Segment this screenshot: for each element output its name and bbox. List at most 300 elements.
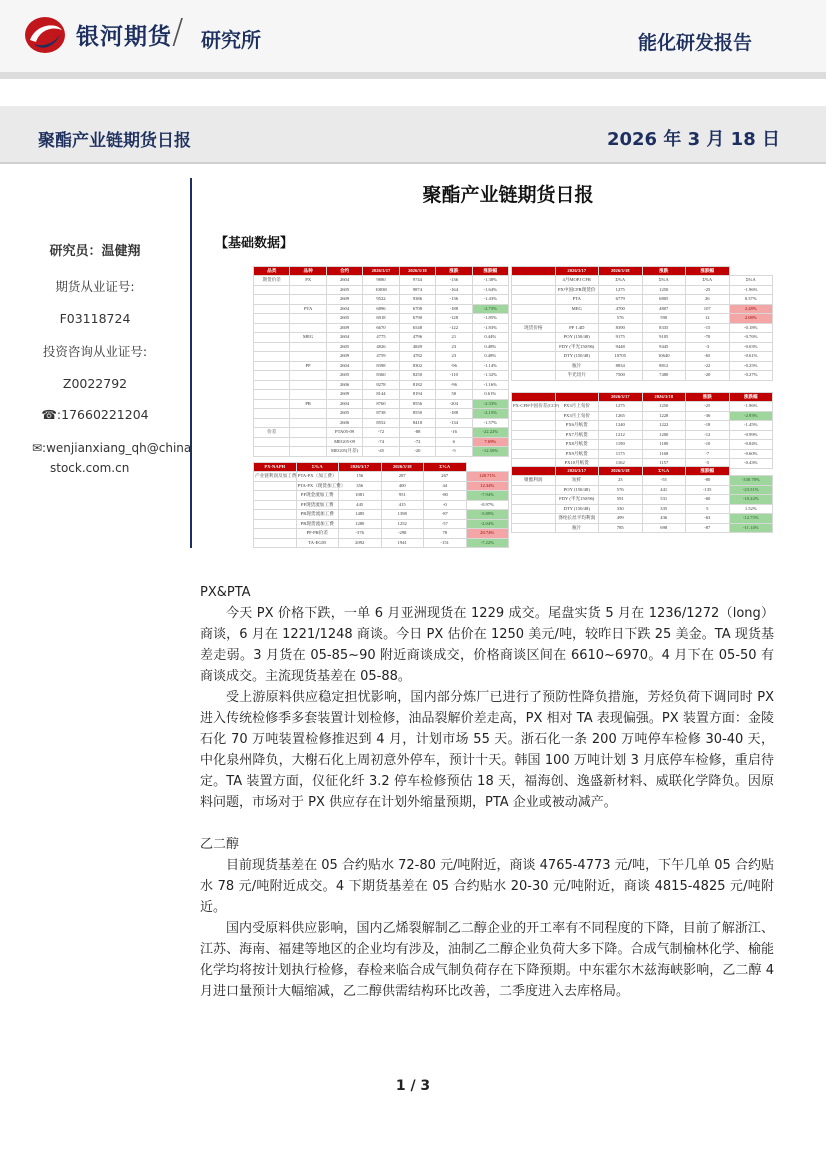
table-cell: 8812 bbox=[642, 361, 686, 371]
table-cell: -36 bbox=[686, 411, 730, 421]
top-header bbox=[0, 0, 826, 78]
table-cell: 1398 bbox=[381, 510, 424, 520]
table-cell: -110 bbox=[436, 371, 472, 381]
analyst-sidebar bbox=[0, 240, 192, 475]
table-cell bbox=[254, 529, 297, 539]
table-cell bbox=[290, 437, 326, 447]
analyst-phone: ☎:17660221204 bbox=[41, 407, 149, 422]
table-row bbox=[512, 421, 773, 431]
table-cell: 1265 bbox=[599, 411, 643, 421]
table-cell: -2.73% bbox=[472, 304, 508, 314]
table-cell: -298 bbox=[381, 529, 424, 539]
table-cell: 1941 bbox=[381, 538, 424, 548]
table-cell: 576 bbox=[599, 314, 643, 324]
table-cell: 21 bbox=[436, 333, 472, 343]
table-row bbox=[512, 314, 773, 324]
table-cell: 10640 bbox=[642, 352, 686, 362]
table-cell: 1081 bbox=[339, 491, 382, 501]
table-cell: -96 bbox=[436, 361, 472, 371]
table-header-cell: 2026/3/17 bbox=[599, 393, 643, 402]
table-cell: 9880 bbox=[363, 276, 399, 286]
table-cell bbox=[254, 437, 290, 447]
table-header-cell: Σ%A bbox=[424, 463, 467, 472]
table-cell bbox=[254, 371, 290, 381]
table-cell: POY (150/48) bbox=[555, 485, 599, 495]
table-cell: MEG05(月差) bbox=[326, 447, 362, 457]
table-cell: 1.52% bbox=[729, 504, 773, 514]
table-cell: -151 bbox=[424, 538, 467, 548]
table-cell bbox=[512, 285, 556, 295]
table-cell: -45 bbox=[363, 447, 399, 457]
table-cell: TA-EG05 bbox=[296, 538, 339, 548]
table-cell: 576 bbox=[599, 485, 643, 495]
px-paragraph-1: 今天 PX 价格下跌，一单 6 月亚洲现货在 1229 成交。尾盘实货 5 月在 1236/1272（long）商谈，6 月在 1221/1248 商谈。今日 PX 估价在 1250 美元/吨，较昨日下跌 25 美金。TA 现货基差走弱。3 月货在 05-85~90 附近商谈成交，价格商谈区间在 6610~6970。4 月下在 05-50 有商谈成交。主流现货基差在 05-88。 bbox=[200, 606, 774, 684]
table-cell: -60 bbox=[686, 495, 730, 505]
table-row bbox=[512, 476, 773, 486]
header-divider: / bbox=[172, 12, 184, 52]
table-cell: -22.22% bbox=[472, 428, 508, 438]
table-cell: PX7月纸货 bbox=[555, 430, 599, 440]
table-cell: 2605 bbox=[326, 409, 362, 419]
table-cell: PF现货流加工费 bbox=[296, 500, 339, 510]
table-cell: 1157 bbox=[642, 459, 686, 469]
table-header-row bbox=[512, 393, 773, 402]
table-row bbox=[254, 314, 509, 324]
table-cell: PX中国CFR现货价 bbox=[555, 285, 599, 295]
table-row bbox=[254, 472, 509, 482]
table-cell bbox=[254, 342, 290, 352]
table-cell: FDY (半光150/96) bbox=[555, 342, 599, 352]
table-cell: -136 bbox=[436, 276, 472, 286]
table-cell bbox=[290, 314, 326, 324]
table-cell: 0.61% bbox=[472, 390, 508, 400]
table-cell: -5.89% bbox=[466, 510, 509, 520]
table-cell: 8390 bbox=[599, 323, 643, 333]
table-row bbox=[254, 352, 509, 362]
table-cell: 7480 bbox=[642, 371, 686, 381]
table-cell bbox=[512, 430, 556, 440]
table-cell bbox=[512, 440, 556, 450]
table-cell: 2605 bbox=[326, 342, 362, 352]
table-cell: -16 bbox=[436, 428, 472, 438]
table-cell: 1485 bbox=[339, 510, 382, 520]
table-cell: -338.78% bbox=[729, 476, 773, 486]
table-cell: 4826 bbox=[363, 342, 399, 352]
polyester-profit-table bbox=[511, 466, 773, 533]
meg-paragraph-1: 目前现货基差在 05 合约贴水 72-80 元/吨附近，商谈 4765-4773 元/吨，下午几单 05 合约贴水 78 元/吨附近成交。4 下期货基差在 05 合约贴水 20-30 元/吨附近，商谈 4815-4825 元/吨附近。 bbox=[200, 858, 774, 915]
table-cell: 1275 bbox=[599, 285, 643, 295]
table-row bbox=[254, 276, 509, 286]
table-cell: 2604 bbox=[326, 361, 362, 371]
table-cell: 8760 bbox=[363, 399, 399, 409]
table-cell: 半光切片 bbox=[555, 371, 599, 381]
table-cell: -0.61% bbox=[729, 352, 773, 362]
table-cell: -1.96% bbox=[729, 285, 773, 295]
table-cell: 8144 bbox=[363, 390, 399, 400]
table-cell: 1200 bbox=[642, 430, 686, 440]
px-pta-heading: PX&PTA bbox=[200, 585, 251, 600]
table-cell: -87 bbox=[686, 523, 730, 533]
table-cell: -70 bbox=[686, 333, 730, 343]
table-cell: 7.69% bbox=[472, 437, 508, 447]
table-cell: 9105 bbox=[642, 333, 686, 343]
table-cell bbox=[290, 390, 326, 400]
table-cell: -0.76% bbox=[729, 333, 773, 343]
table-cell: 267 bbox=[424, 472, 467, 482]
px-paragraph-2: 受上游原料供应稳定担忧影响，国内部分炼厂已进行了预防性降负措施，芳烃负荷下调同时 PX 进入传统检修季多套装置计划检修，油品裂解价差走高，PX 相对 TA 表现偏强。PX 装置方面：金陵石化 70 万吨装置检修推迟到 4 月，计划市场 55 天。浙石化一条 200 万吨停车检修 30-40 天，中化泉州降负，大榭石化上周初意外停车，预计十天。韩国 100 万吨计划 3 月底停车检修，重启待定。TA 装置方面，仪征化纤 3.2 停车检修预估 18 天，福海创、逸盛新材料、威联化学降负。因原料问题，市场对于 PX 供应存在计划外缩量预期，PTA 企业或被动减产。 bbox=[200, 690, 774, 810]
table-cell: 2606 bbox=[326, 380, 362, 390]
table-cell: -0.25% bbox=[729, 361, 773, 371]
basic-data-tables bbox=[253, 266, 773, 546]
table-cell: 156 bbox=[339, 472, 382, 482]
table-cell: 1175 bbox=[599, 449, 643, 459]
table-cell: -188 bbox=[436, 409, 472, 419]
table-cell: PTA-PX（加工费） bbox=[296, 472, 339, 482]
table-header-cell: 2026/3/18 bbox=[642, 393, 686, 402]
table-cell: -1.57% bbox=[472, 418, 508, 428]
table-cell: 1240 bbox=[599, 421, 643, 431]
table-cell: 2609 bbox=[326, 323, 362, 333]
table-row bbox=[254, 380, 509, 390]
table-cell: 4759 bbox=[363, 352, 399, 362]
table-cell: 785 bbox=[599, 523, 643, 533]
table-cell: 短纤 bbox=[555, 476, 599, 486]
table-cell: PF-PR价差 bbox=[296, 529, 339, 539]
table-cell bbox=[290, 418, 326, 428]
table-cell: 9522 bbox=[363, 295, 399, 305]
table-cell: -12 bbox=[686, 430, 730, 440]
table-cell: 期货价差 bbox=[254, 276, 290, 286]
sidebar-divider bbox=[190, 178, 192, 548]
table-row bbox=[254, 304, 509, 314]
email-line-2: stock.com.cn bbox=[50, 461, 130, 475]
table-cell: -57 bbox=[424, 519, 467, 529]
table-cell: -0.99% bbox=[729, 430, 773, 440]
table-cell: -1.85% bbox=[472, 314, 508, 324]
table-cell: 4700 bbox=[599, 304, 643, 314]
table-cell: 23 bbox=[599, 476, 643, 486]
table-cell: MEG05-09 bbox=[326, 437, 362, 447]
table-row bbox=[512, 449, 773, 459]
table-cell: -3 bbox=[686, 342, 730, 352]
table-row bbox=[254, 437, 509, 447]
table-cell: 4849 bbox=[399, 342, 435, 352]
table-row bbox=[254, 500, 509, 510]
table-cell: 9175 bbox=[599, 333, 643, 343]
table-row bbox=[512, 342, 773, 352]
table-cell: 499 bbox=[599, 514, 643, 524]
table-cell: -2.33% bbox=[472, 399, 508, 409]
table-cell: PX6月纸货 bbox=[555, 421, 599, 431]
table-row bbox=[512, 430, 773, 440]
table-row bbox=[254, 371, 509, 381]
table-cell bbox=[290, 447, 326, 457]
table-cell: 0.48% bbox=[472, 342, 508, 352]
table-cell bbox=[512, 421, 556, 431]
table-cell bbox=[290, 285, 326, 295]
table-cell: -5 bbox=[686, 459, 730, 469]
table-cell: 1162 bbox=[599, 459, 643, 469]
table-cell: -0.60% bbox=[729, 449, 773, 459]
table-cell: -1.14% bbox=[472, 361, 508, 371]
table-cell bbox=[254, 323, 290, 333]
table-row bbox=[512, 523, 773, 533]
table-cell: -80 bbox=[424, 491, 467, 501]
table-cell bbox=[512, 333, 556, 343]
table-cell: 9448 bbox=[599, 342, 643, 352]
table-row bbox=[512, 323, 773, 333]
table-header-cell: 涨跌 bbox=[436, 267, 472, 276]
table-cell: 2609 bbox=[326, 352, 362, 362]
table-header-cell: 2026/3/18 bbox=[599, 267, 643, 276]
table-cell: 445 bbox=[339, 500, 382, 510]
table-cell: PF bbox=[290, 361, 326, 371]
section-gap bbox=[200, 813, 774, 834]
report-type: 能化研发报告 bbox=[637, 32, 752, 54]
table-cell: 8182 bbox=[399, 380, 435, 390]
table-cell bbox=[254, 314, 290, 324]
table-header-cell: PX-NAPH bbox=[254, 463, 297, 472]
table-cell: 590 bbox=[642, 314, 686, 324]
table-cell: DTY (150/48) bbox=[555, 352, 599, 362]
table-cell: 4807 bbox=[642, 304, 686, 314]
table-row bbox=[512, 285, 773, 295]
table-header-cell: 2026/3/18 bbox=[399, 267, 435, 276]
galaxy-logo-icon bbox=[22, 14, 68, 56]
table-cell: -63 bbox=[686, 514, 730, 524]
table-cell: -1.83% bbox=[472, 323, 508, 333]
table-cell: -2.93% bbox=[729, 411, 773, 421]
table-cell: -87 bbox=[424, 510, 467, 520]
table-cell: Σ%A bbox=[686, 276, 730, 286]
brand-name: 银河期货 bbox=[76, 24, 172, 50]
table-row bbox=[254, 491, 509, 501]
table-cell: PTA-PX（现货加工费） bbox=[296, 481, 339, 491]
table-cell: DTY (150/48) bbox=[555, 504, 599, 514]
table-cell bbox=[254, 409, 290, 419]
analyst-name: 研究员：温健翔 bbox=[49, 244, 141, 259]
table-cell: -7.22% bbox=[466, 538, 509, 548]
table-cell: -25 bbox=[686, 402, 730, 412]
table-header-cell bbox=[555, 393, 599, 402]
table-header-cell: 合约 bbox=[326, 267, 362, 276]
table-cell: -0.18% bbox=[729, 323, 773, 333]
table-cell: 4782 bbox=[399, 352, 435, 362]
processing-margin-table bbox=[253, 462, 509, 548]
table-cell: 1180 bbox=[642, 440, 686, 450]
table-cell bbox=[254, 390, 290, 400]
table-cell bbox=[512, 371, 556, 381]
table-cell: -20 bbox=[399, 447, 435, 457]
table-header-row bbox=[254, 463, 509, 472]
table-cell: PTA bbox=[555, 295, 599, 305]
table-cell: 23 bbox=[436, 352, 472, 362]
table-cell: 2604 bbox=[326, 276, 362, 286]
table-cell: 2.28% bbox=[729, 304, 773, 314]
table-cell: 1280 bbox=[339, 519, 382, 529]
table-cell: -12.75% bbox=[729, 514, 773, 524]
table-cell bbox=[512, 352, 556, 362]
table-header-cell: 2026/3/17 bbox=[555, 267, 599, 276]
table-cell: -122 bbox=[436, 323, 472, 333]
table-cell: 287 bbox=[381, 472, 424, 482]
table-header-cell: 涨跌幅 bbox=[472, 267, 508, 276]
table-row bbox=[512, 495, 773, 505]
table-cell: 8278 bbox=[363, 380, 399, 390]
table-cell: 价差 bbox=[254, 428, 290, 438]
report-body bbox=[200, 582, 774, 1002]
table-cell: 1228 bbox=[642, 411, 686, 421]
table-cell bbox=[254, 361, 290, 371]
table-cell: 5 bbox=[686, 504, 730, 514]
table-cell: 2605 bbox=[326, 285, 362, 295]
table-cell: 8556 bbox=[399, 399, 435, 409]
table-row bbox=[512, 352, 773, 362]
table-cell: -1.32% bbox=[472, 371, 508, 381]
table-cell: 8418 bbox=[399, 418, 435, 428]
table-header-cell: 品种 bbox=[290, 267, 326, 276]
table-cell: MEG bbox=[555, 304, 599, 314]
table-cell: 8834 bbox=[599, 361, 643, 371]
table-row bbox=[512, 371, 773, 381]
table-cell: -80 bbox=[686, 476, 730, 486]
table-cell: 8738 bbox=[363, 409, 399, 419]
table-cell bbox=[254, 380, 290, 390]
table-row bbox=[254, 361, 509, 371]
table-cell: POY (150/48) bbox=[555, 333, 599, 343]
table-cell bbox=[512, 361, 556, 371]
table-cell: PTA bbox=[290, 304, 326, 314]
table-cell: 瓶片 bbox=[555, 361, 599, 371]
table-cell bbox=[512, 485, 556, 495]
table-cell: -5 bbox=[436, 447, 472, 457]
table-cell: 4775 bbox=[363, 333, 399, 343]
table-cell bbox=[290, 409, 326, 419]
table-cell: -134 bbox=[436, 418, 472, 428]
table-cell: Σ%A bbox=[642, 276, 686, 286]
table-cell: PF现金流加工费 bbox=[296, 491, 339, 501]
table-cell: PTA05-09 bbox=[326, 428, 362, 438]
banner-date: 2026 年 3 月 18 日 bbox=[606, 129, 780, 150]
table-cell: 8194 bbox=[399, 390, 435, 400]
table-row bbox=[512, 304, 773, 314]
table-cell: 50 bbox=[436, 390, 472, 400]
table-cell bbox=[512, 342, 556, 352]
table-cell: -20 bbox=[686, 371, 730, 381]
table-cell bbox=[512, 514, 556, 524]
table-cell: Σ%A bbox=[729, 276, 773, 286]
table-cell: 1190 bbox=[599, 440, 643, 450]
table-cell: 8335 bbox=[642, 323, 686, 333]
table-cell: 8302 bbox=[399, 361, 435, 371]
table-cell: -2.15% bbox=[472, 409, 508, 419]
table-cell: -96 bbox=[436, 380, 472, 390]
table-cell: 7500 bbox=[599, 371, 643, 381]
table-cell: -7 bbox=[686, 449, 730, 459]
table-cell bbox=[254, 304, 290, 314]
license-label: 期货从业证号: bbox=[55, 279, 135, 294]
table-cell: 2605 bbox=[326, 314, 362, 324]
table-cell bbox=[254, 295, 290, 305]
table-header-cell: 涨跌 bbox=[642, 267, 686, 276]
table-cell: -7.94% bbox=[466, 491, 509, 501]
table-header-cell: 2026/3/17 bbox=[555, 467, 599, 476]
table-cell: 1168 bbox=[642, 449, 686, 459]
table-cell: -1.38% bbox=[472, 276, 508, 286]
table-cell: -188 bbox=[436, 304, 472, 314]
table-row bbox=[254, 342, 509, 352]
table-cell: PR现货流加工费 bbox=[296, 519, 339, 529]
table-header-row bbox=[512, 467, 773, 476]
table-cell: 6918 bbox=[363, 314, 399, 324]
table-cell: 10705 bbox=[599, 352, 643, 362]
table-row bbox=[254, 390, 509, 400]
table-cell: 6805 bbox=[642, 295, 686, 305]
table-cell: 6548 bbox=[399, 323, 435, 333]
report-banner bbox=[0, 106, 826, 164]
table-cell: 698 bbox=[642, 523, 686, 533]
table-header-cell bbox=[512, 467, 556, 476]
table-cell: 瓶片 bbox=[555, 523, 599, 533]
table-cell: 107 bbox=[686, 304, 730, 314]
table-cell: PX3月上旬价 bbox=[555, 411, 599, 421]
table-cell: 2606 bbox=[326, 418, 362, 428]
table-row bbox=[254, 428, 509, 438]
table-header-row bbox=[254, 267, 509, 276]
table-cell: 6708 bbox=[399, 304, 435, 314]
table-cell: -25 bbox=[686, 285, 730, 295]
table-cell: PX-CFR中国价差(CCF) bbox=[512, 402, 556, 412]
consult-label: 投资咨询从业证号: bbox=[42, 344, 148, 359]
table-cell: PX9月纸货 bbox=[555, 449, 599, 459]
table-header-row bbox=[512, 267, 773, 276]
table-cell: 78 bbox=[424, 529, 467, 539]
table-cell: -18 bbox=[686, 421, 730, 431]
meg-heading: 乙二醇 bbox=[200, 837, 240, 852]
table-cell bbox=[290, 380, 326, 390]
meg-paragraph-2: 国内受原料供应影响，国内乙烯裂解制乙二醇企业的开工率有不同程度的下降，目前了解浙江、江苏、海南、福建等地区的企业均有涉及，油制乙二醇企业负荷大多下降。合成气制榆林化学、榆能化学均将按计划执行检修，春检来临合成气制负荷存在下降预期。中东霍尔木兹海峡影响，乙二醇 4 月进口量预计大幅缩减，乙二醇供需结构环比改善，二季度进入去库格局。 bbox=[200, 921, 774, 999]
table-cell: 12.34% bbox=[466, 481, 509, 491]
table-cell bbox=[254, 447, 290, 457]
table-cell: 23 bbox=[436, 342, 472, 352]
table-cell: -204 bbox=[436, 399, 472, 409]
table-row bbox=[254, 447, 509, 457]
table-cell: 356 bbox=[339, 481, 382, 491]
table-row bbox=[512, 440, 773, 450]
table-cell: 聚酯利润 bbox=[512, 476, 556, 486]
main-title: 聚酯产业链期货日报 bbox=[422, 184, 594, 206]
table-row bbox=[254, 295, 509, 305]
table-cell: PX10月纸货 bbox=[555, 459, 599, 469]
table-cell: 9386 bbox=[399, 295, 435, 305]
table-cell: PX8月纸货 bbox=[555, 440, 599, 450]
table-row bbox=[512, 514, 773, 524]
table-cell bbox=[512, 314, 556, 324]
table-row bbox=[512, 333, 773, 343]
email-line-1: ✉:wenjianxiang_qh@china bbox=[32, 441, 192, 455]
table-cell: 产业链利润及加工费 bbox=[254, 472, 297, 482]
table-cell: 8398 bbox=[363, 361, 399, 371]
table-cell: -1.16% bbox=[472, 380, 508, 390]
table-header-cell: 涨跌幅 bbox=[729, 393, 773, 402]
table-cell bbox=[254, 538, 297, 548]
table-cell: -376 bbox=[339, 529, 382, 539]
table-row bbox=[254, 519, 509, 529]
table-cell: -1.45% bbox=[729, 421, 773, 431]
table-cell: -15 bbox=[686, 323, 730, 333]
table-cell: -65 bbox=[686, 352, 730, 362]
table-cell: -10 bbox=[686, 440, 730, 450]
